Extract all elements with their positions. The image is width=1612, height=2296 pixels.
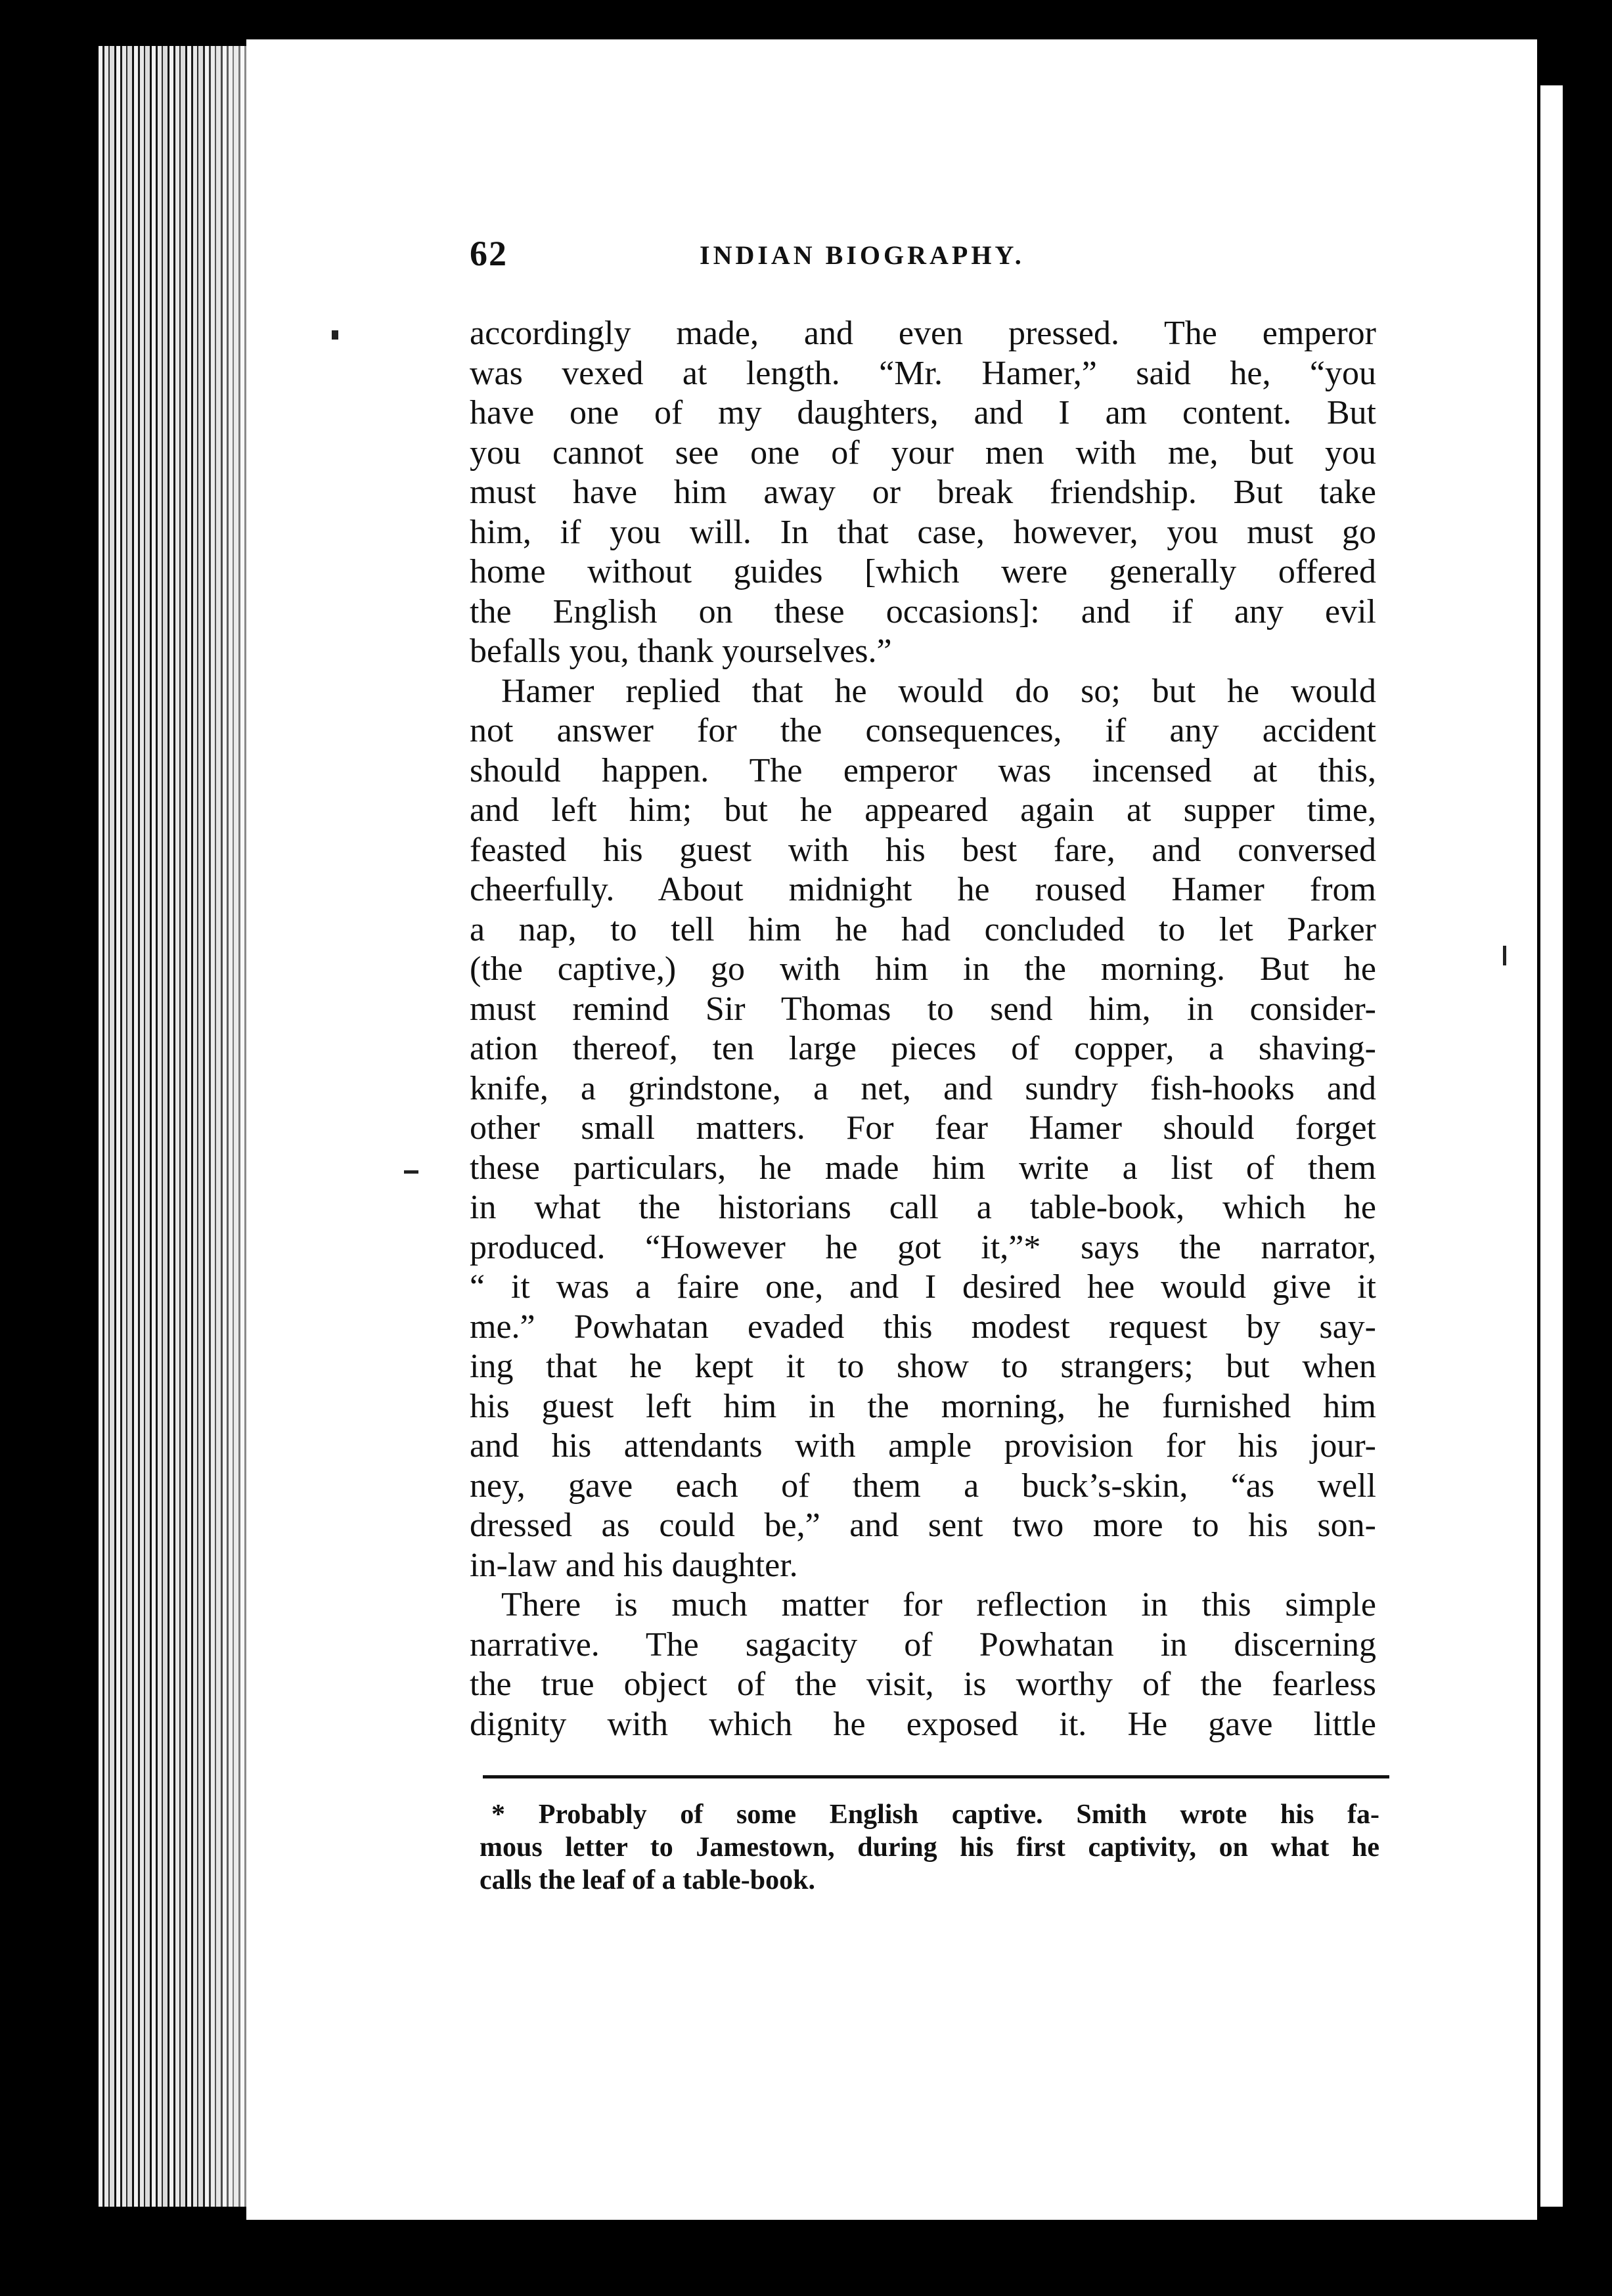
body-line: you cannot see one of your men with me, but you (470, 433, 1376, 472)
body-line: accordingly made, and even pressed. The emperor (470, 315, 1376, 352)
footnote-line: mous letter to Jamestown, during his first captivity, on what he (480, 1832, 1379, 1863)
body-line: in what the historians call a table-book, which he (470, 1189, 1376, 1226)
body-line: and left him; but he appeared again at supper time, (470, 791, 1376, 829)
footnote-line: * Probably of some English captive. Smith wrote his fa- (491, 1799, 1379, 1830)
body-line: must have him away or break friendship. But take (470, 474, 1376, 511)
margin-mark (1503, 946, 1506, 965)
page-right-edge (1537, 85, 1563, 2207)
body-line: cheerfully. About midnight he roused Hamer from (470, 871, 1376, 908)
body-line: him, if you will. In that case, however, you must go (470, 513, 1376, 551)
body-line: me.” Powhatan evaded this modest request by say- (470, 1308, 1376, 1346)
body-line: ing that he kept it to show to strangers; but when (470, 1348, 1376, 1385)
body-line: the English on these occasions]: and if any evil (470, 592, 1376, 630)
body-line: produced. “However he got it,”* says the narrator, (470, 1228, 1376, 1266)
body-line: should happen. The emperor was incensed at this, (470, 751, 1376, 789)
body-line: befalls you, thank yourselves.” (470, 632, 892, 670)
body-line: must remind Sir Thomas to send him, in consider- (470, 990, 1376, 1028)
body-line: home without guides [which were generally offered (470, 553, 1376, 590)
body-line: “ it was a faire one, and I desired hee would give it (470, 1268, 1376, 1306)
body-line: (the captive,) go with him in the morning. But he (470, 950, 1376, 988)
body-line: and his attendants with ample provision for his jour- (470, 1427, 1376, 1465)
body-line: the true object of the visit, is worthy of the fearless (470, 1666, 1376, 1703)
body-line: feasted his guest with his best fare, and conversed (470, 831, 1376, 869)
page-number: 62 (470, 234, 508, 273)
body-line: not answer for the consequences, if any accident (470, 712, 1376, 749)
body-line: ney, gave each of them a buck’s-skin, “as well (470, 1467, 1376, 1505)
body-line: dignity with which he exposed it. He gave little (470, 1705, 1376, 1743)
body-line: have one of my daughters, and I am content. But (470, 394, 1376, 431)
body-line: in-law and his daughter. (470, 1546, 798, 1584)
running-header (470, 233, 1409, 286)
footnote (480, 1798, 1379, 1897)
body-line: was vexed at length. “Mr. Hamer,” said he, “you (470, 354, 1376, 392)
body-line: knife, a grindstone, a net, and sundry fish-hooks and (470, 1069, 1376, 1107)
body-line: these particulars, he made him write a list of them (470, 1149, 1376, 1187)
body-line: his guest left him in the morning, he furnished him (470, 1387, 1376, 1425)
body-line: a nap, to tell him he had concluded to let Parker (470, 910, 1376, 948)
running-title: INDIAN BIOGRAPHY. (700, 240, 1025, 270)
body-text (470, 314, 1376, 1744)
body-line: narrative. The sagacity of Powhatan in discerning (470, 1625, 1376, 1664)
body-line: ation thereof, ten large pieces of copper, a shaving- (470, 1030, 1376, 1067)
body-line: There is much matter for reflection in this simple (501, 1586, 1376, 1623)
footnote-rule (483, 1775, 1389, 1778)
footnote-line: calls the leaf of a table-book. (480, 1865, 815, 1895)
body-line: other small matters. For fear Hamer should forget (470, 1109, 1376, 1147)
margin-mark (332, 330, 338, 340)
body-line: Hamer replied that he would do so; but he would (501, 672, 1376, 710)
margin-mark (404, 1170, 418, 1174)
body-line: dressed as could be,” and sent two more to his son- (470, 1507, 1376, 1544)
